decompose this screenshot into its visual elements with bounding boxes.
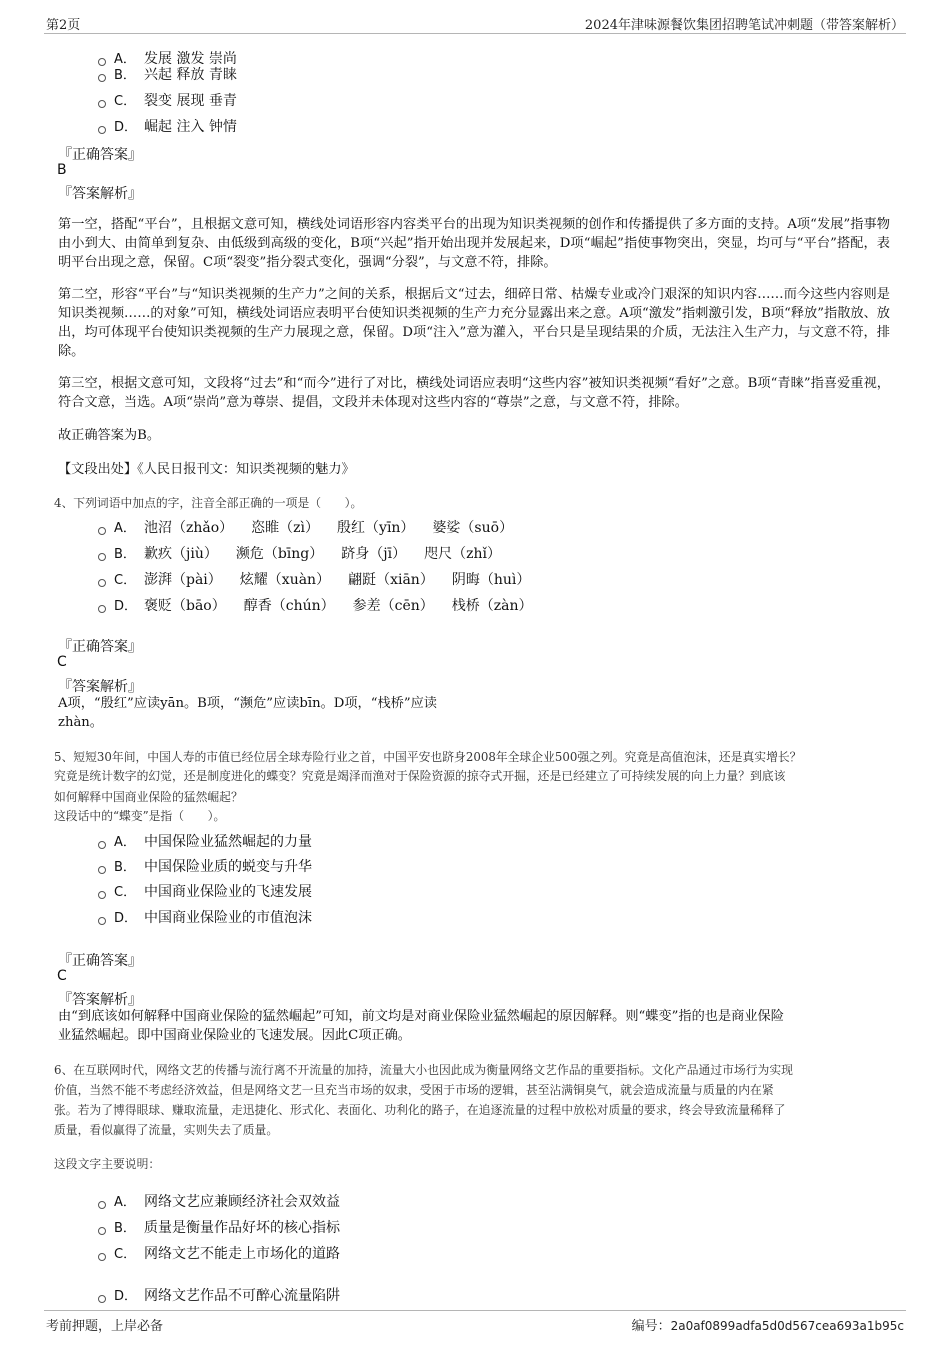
q5-option-c[interactable]: C． 中国商业保险业的飞速发展: [98, 881, 312, 901]
q4-option-b[interactable]: B． 歉疚（jiù） 濒危（bīng） 跻身（jī） 咫尺（zhǐ）: [98, 543, 519, 563]
q3-analysis-para-1: 第一空，搭配“平台”，且根据文意可知，横线处词语形容内容类平台的出现为知识类视频的创作和传播提供了多方面的支持。A项“发展”指事物由小到大、由简单到复杂、由低级到高级的变化，B项“兴起”指开始出现并发展起来，D项“崛起”指使事物突出，突显，均可与“平台”搭配，表明平台出现之意，保留。C项“裂变”指分裂式变化，强调“分裂”，与文意不符，排除。: [58, 217, 890, 270]
q4-stem: 4、下列词语中加点的字，注音全部正确的一项是（ ）。: [54, 496, 363, 510]
q6-prompt: 这段文字主要说明：: [54, 1157, 161, 1171]
q5-stem-line-2: 究竟是统计数字的幻觉，还是制度进化的蝶变？究竟是竭泽而渔对于保险资源的掠夺式开掘，还是已经建立了可持续发展的向上力量？到底该: [54, 769, 786, 783]
q4-answer: C: [57, 654, 67, 670]
q4-option-c[interactable]: C． 澎湃（pài） 炫耀（xuàn） 翩跹（xiān） 阴晦（huì）: [98, 569, 548, 589]
radio-icon[interactable]: [98, 579, 106, 587]
q5-stem-line-4: 这段话中的“蝶变”是指（ ）。: [54, 809, 226, 823]
radio-icon[interactable]: [98, 100, 106, 108]
q4-analysis-label: 『答案解析』: [58, 679, 142, 695]
footer-slogan: 考前押题，上岸必备: [46, 1319, 164, 1334]
footer-code: [632, 1315, 904, 1334]
radio-icon[interactable]: [98, 841, 106, 849]
q5-option-a[interactable]: A． 中国保险业猛然崛起的力量: [98, 831, 312, 851]
q4-option-a[interactable]: A． 池沼（zhǎo） 恣睢（zì） 殷红（yīn） 婆娑（suō）: [98, 517, 531, 537]
q4-analysis-line-1: A项，“殷红”应读yān。B项，“濒危”应读bīn。D项，“栈桥”应读: [58, 696, 437, 711]
q3-analysis-para-2: 第二空，形容“平台”与“知识类视频的生产力”之间的关系，根据后文“过去，细碎日常、枯燥专业或冷门艰深的知识内容……而今这些内容则是知识类视频……的对象”可知，横线处词语应表明平台使知识类视频的生产力充分显露出来之意。A项“激发”指刺激引发，B项“释放”指散放、放出，均可体现平台使知识类视频的生产力展现之意，保留。D项“注入”意为灌入，平台只是呈现结果的介质，无法注入生产力，与文意不符，排除。: [58, 287, 890, 359]
q6-option-c[interactable]: C． 网络文艺不能走上市场化的道路: [98, 1243, 340, 1263]
q6-stem-line-2: 价值，当然不能不考虑经济效益，但是网络文艺一旦充当市场的奴隶，受困于市场的逻辑，甚至沾满铜臭气，就会造成流量与质量的内在紧: [54, 1083, 774, 1097]
radio-icon[interactable]: [98, 917, 106, 925]
q6-option-b[interactable]: B． 质量是衡量作品好坏的核心指标: [98, 1217, 340, 1237]
radio-icon[interactable]: [98, 553, 106, 561]
document-title: 2024年津味源餐饮集团招聘笔试冲刺题（带答案解析）: [584, 18, 904, 33]
radio-icon[interactable]: [98, 866, 106, 874]
q3-analysis-conclusion: 故正确答案为B。: [58, 428, 161, 443]
q3-analysis-label: 『答案解析』: [58, 186, 142, 202]
q3-option-d[interactable]: D． 崛起 注入 钟情: [98, 116, 237, 136]
q4-answer-label: 『正确答案』: [58, 639, 142, 655]
radio-icon[interactable]: [98, 527, 106, 535]
q3-answer: B: [57, 162, 67, 178]
radio-icon[interactable]: [98, 1201, 106, 1209]
q6-stem-line-3: 张。若为了博得眼球、赚取流量，走迅捷化、形式化、表面化、功利化的路子，在追逐流量的过程中放松对质量的要求，终会导致流量稀释了: [54, 1103, 786, 1117]
q3-option-a[interactable]: A． 发展 激发 崇尚: [98, 48, 237, 68]
q4-option-d[interactable]: D． 褒贬（bāo） 醇香（chún） 参差（cēn） 栈桥（zàn）: [98, 595, 551, 615]
page-number: 第2页: [46, 18, 81, 33]
q5-answer-label: 『正确答案』: [58, 953, 142, 969]
q5-option-b[interactable]: B． 中国保险业质的蜕变与升华: [98, 856, 312, 876]
q3-analysis-para-3: 第三空，根据文意可知，文段将“过去”和“而今”进行了对比，横线处词语应表明“这些内容”被知识类视频“看好”之意。B项“青睐”指喜爱重视，符合文意，当选。A项“崇尚”意为尊崇、提倡，文段并未体现对这些内容的“尊崇”之意，与文意不符，排除。: [58, 376, 890, 410]
q5-analysis-line-2: 业猛然崛起。即中国商业保险业的飞速发展。因此C项正确。: [58, 1028, 411, 1043]
q5-stem-line-1: 5、短短30年间，中国人寿的市值已经位居全球寿险行业之首，中国平安也跻身2008年全球企业500强之列。究竟是高值泡沫，还是真实增长？: [54, 750, 802, 764]
q6-option-d[interactable]: D． 网络文艺作品不可醉心流量陷阱: [98, 1285, 340, 1305]
radio-icon[interactable]: [98, 74, 106, 82]
q5-analysis-line-1: 由“到底该如何解释中国商业保险的猛然崛起”可知，前文均是对商业保险业猛然崛起的原因解释。则“蝶变”指的也是商业保险: [58, 1009, 784, 1024]
radio-icon[interactable]: [98, 1253, 106, 1261]
q4-analysis-line-2: zhàn。: [58, 715, 103, 730]
header-rule: [44, 33, 906, 34]
radio-icon[interactable]: [98, 605, 106, 613]
q3-source: 【文段出处】《人民日报刊文：知识类视频的魅力》: [58, 462, 355, 477]
footer-code-value: 2a0af0899adfa5d0d567cea693a1b95c: [670, 1319, 904, 1333]
radio-icon[interactable]: [98, 1295, 106, 1303]
q5-analysis-label: 『答案解析』: [58, 992, 142, 1008]
q3-option-b[interactable]: B． 兴起 释放 青睐: [98, 64, 237, 84]
q6-stem-line-4: 质量，看似赢得了流量，实则失去了质量。: [54, 1123, 279, 1137]
footer-rule: [44, 1310, 906, 1311]
q3-answer-label: 『正确答案』: [58, 147, 142, 163]
q3-option-c[interactable]: C． 裂变 展现 垂青: [98, 90, 237, 110]
footer-code-label: 编号：: [631, 1319, 671, 1334]
radio-icon[interactable]: [98, 1227, 106, 1235]
q5-stem-line-3: 如何解释中国商业保险的猛然崛起？: [54, 790, 243, 804]
radio-icon[interactable]: [98, 126, 106, 134]
radio-icon[interactable]: [98, 891, 106, 899]
q5-answer: C: [57, 968, 67, 984]
q6-stem-line-1: 6、在互联网时代，网络文艺的传播与流行离不开流量的加持，流量大小也因此成为衡量网络文艺作品的重要指标。文化产品通过市场行为实现: [54, 1063, 793, 1077]
q5-option-d[interactable]: D． 中国商业保险业的市值泡沫: [98, 907, 312, 927]
q6-option-a[interactable]: A． 网络文艺应兼顾经济社会双效益: [98, 1191, 340, 1211]
